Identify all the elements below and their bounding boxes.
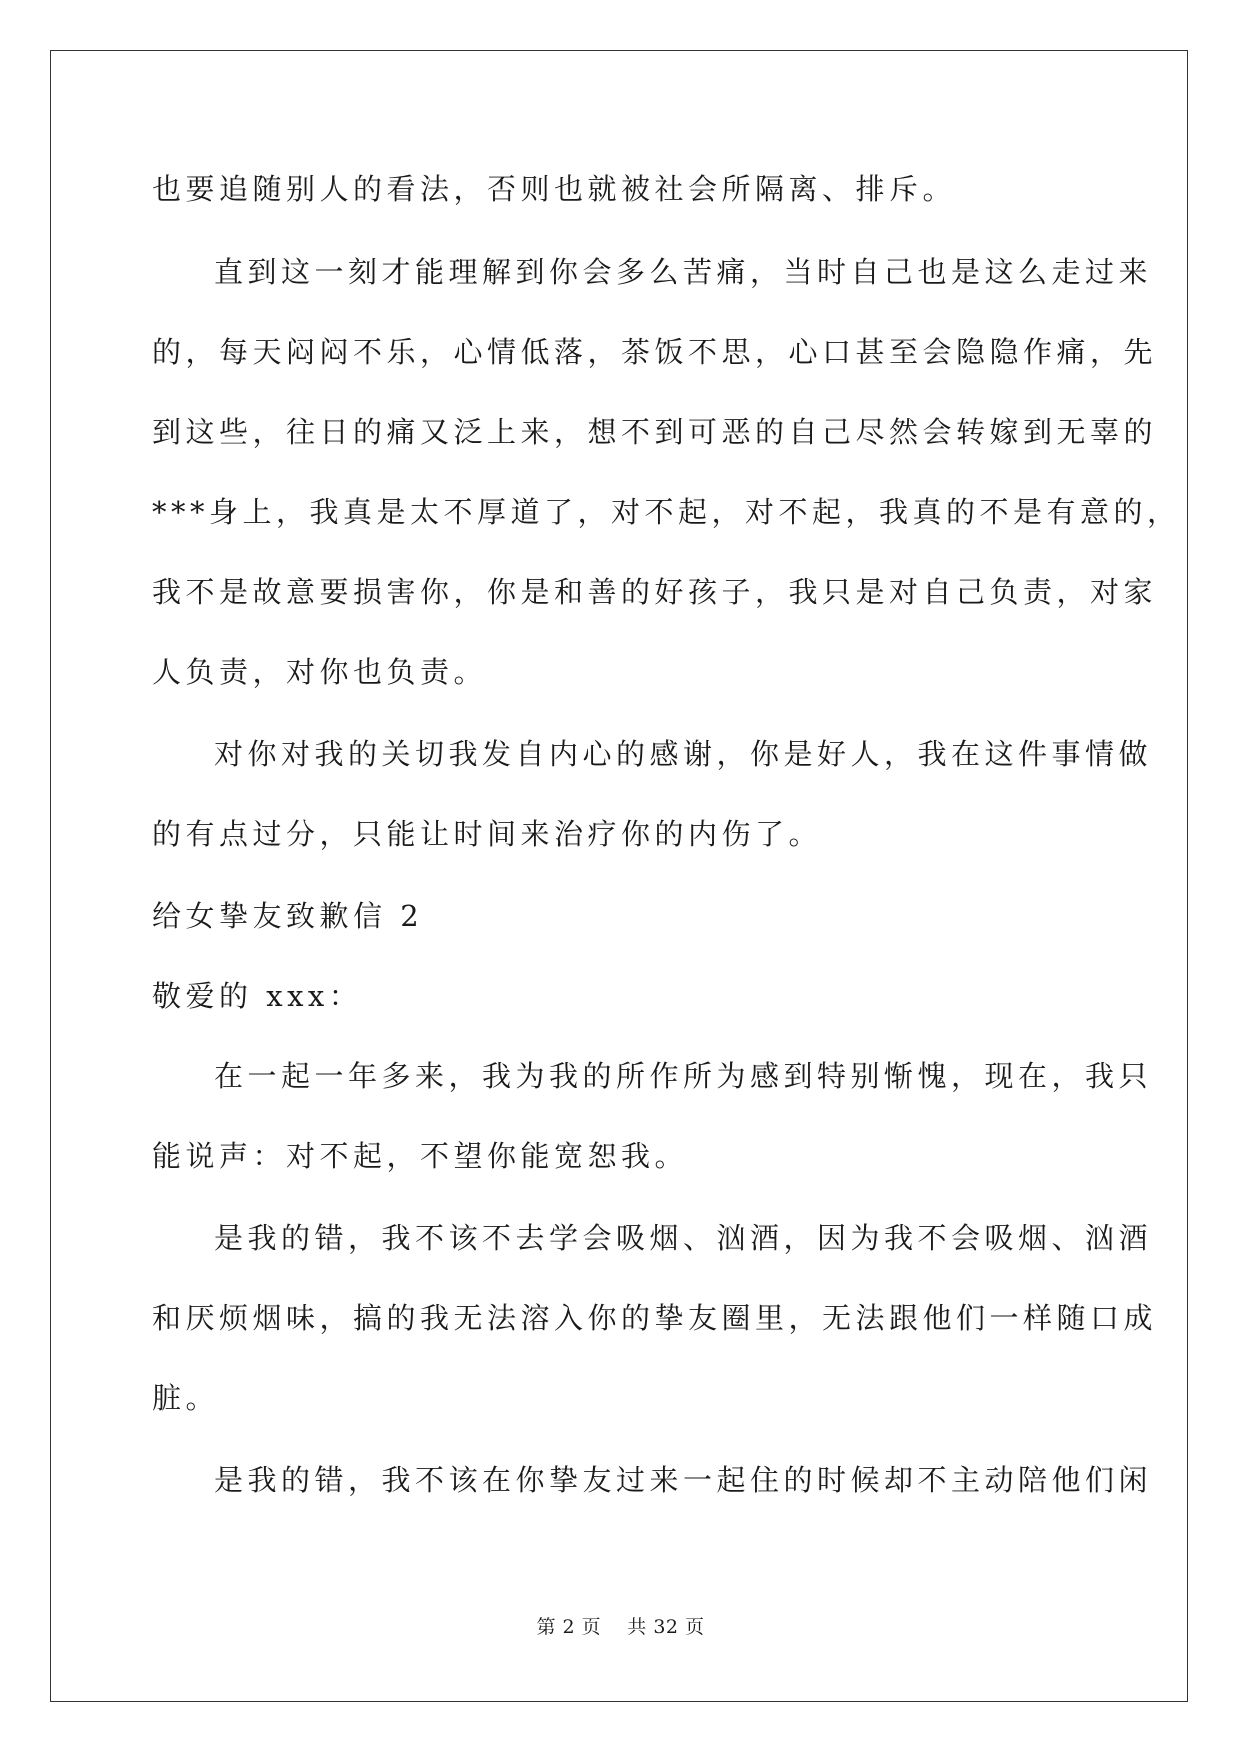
page-border — [50, 50, 1188, 1702]
paragraph-start-line: 是我的错，我不该不去学会吸烟、汹酒，因为我不会吸烟、汹酒 — [214, 1221, 1153, 1255]
paragraph-start-line: 是我的错，我不该在你挚友过来一起住的时候却不主动陪他们闲 — [214, 1463, 1153, 1497]
page-number-footer: 第 2 页 共 32 页 — [536, 1616, 705, 1638]
text-line: ***身上，我真是太不厚道了，对不起，对不起，我真的不是有意的， — [152, 495, 1181, 529]
text-line: 到这些，往日的痛又泛上来，想不到可恶的自己尽然会转嫁到无辜的 — [152, 415, 1158, 449]
text-line: 能说声：对不起，不望你能宽恕我。 — [152, 1139, 689, 1173]
salutation: 敬爱的 xxx： — [152, 979, 363, 1013]
paragraph-start-line: 在一起一年多来，我为我的所作所为感到特别惭愧，现在，我只 — [214, 1059, 1153, 1093]
text-line: 的，每天闷闷不乐，心情低落，茶饭不思，心口甚至会隐隐作痛，先 — [152, 335, 1158, 369]
text-line: 的有点过分，只能让时间来治疗你的内伤了。 — [152, 817, 823, 851]
text-line: 我不是故意要损害你，你是和善的好孩子，我只是对自己负责，对家 — [152, 575, 1158, 609]
text-line: 和厌烦烟味，搞的我无法溶入你的挚友圈里，无法跟他们一样随口成 — [152, 1301, 1158, 1335]
text-line: 脏。 — [152, 1381, 220, 1415]
section-heading: 给女挚友致歉信 2 — [152, 899, 424, 933]
paragraph-start-line: 直到这一刻才能理解到你会多么苦痛，当时自己也是这么走过来 — [214, 255, 1153, 289]
text-line: 人负责，对你也负责。 — [152, 655, 488, 689]
text-line: 也要追随别人的看法，否则也就被社会所隔离、排斥。 — [152, 172, 957, 206]
paragraph-start-line: 对你对我的关切我发自内心的感谢，你是好人，我在这件事情做 — [214, 737, 1153, 771]
